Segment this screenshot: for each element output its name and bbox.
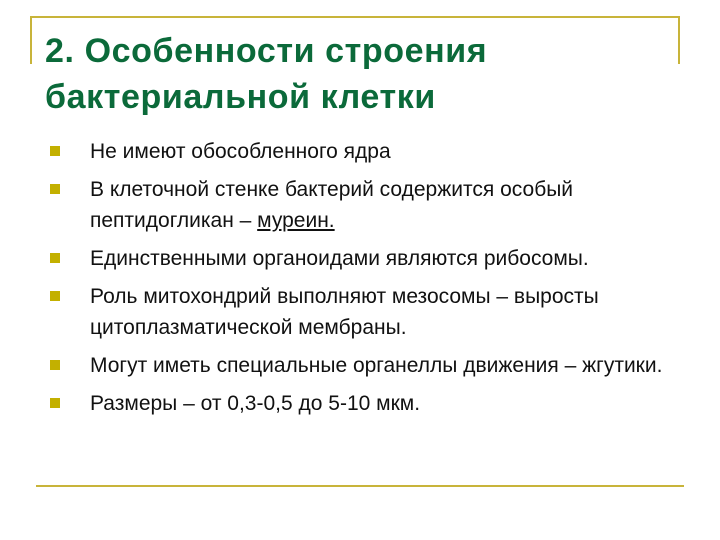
left-rule bbox=[30, 16, 32, 64]
list-item-text: Роль митохондрий выполняют мезосомы – выросты цитоплазматической мембраны. bbox=[90, 285, 599, 339]
bottom-rule bbox=[36, 485, 684, 487]
murein-link[interactable]: муреин. bbox=[257, 209, 335, 232]
list-item-text: Единственными органоидами являются рибосомы. bbox=[90, 247, 589, 270]
list-item bbox=[50, 388, 690, 419]
list-item-text: Не имеют обособленного ядра bbox=[90, 140, 391, 163]
slide-title bbox=[45, 28, 685, 120]
bullet-list bbox=[50, 136, 690, 426]
list-item-text: В клеточной стенке бактерий содержится особый пептидогликан – bbox=[90, 178, 574, 232]
list-item bbox=[50, 174, 690, 236]
square-bullet-icon bbox=[50, 398, 60, 408]
top-rule bbox=[30, 16, 680, 18]
square-bullet-icon bbox=[50, 291, 60, 301]
list-item bbox=[50, 350, 690, 381]
list-item bbox=[50, 281, 690, 343]
square-bullet-icon bbox=[50, 184, 60, 194]
square-bullet-icon bbox=[50, 146, 60, 156]
list-item bbox=[50, 136, 690, 167]
slide-title-line-2: бактериальной клетки bbox=[45, 78, 436, 116]
list-item-text: Размеры – от 0,3-0,5 до 5-10 мкм. bbox=[90, 392, 421, 415]
slide-title-line-1: 2. Особенности строения bbox=[45, 32, 488, 70]
list-item bbox=[50, 243, 690, 274]
list-item-text: Могут иметь специальные органеллы движения – жгутики. bbox=[90, 354, 663, 377]
square-bullet-icon bbox=[50, 253, 60, 263]
square-bullet-icon bbox=[50, 360, 60, 370]
